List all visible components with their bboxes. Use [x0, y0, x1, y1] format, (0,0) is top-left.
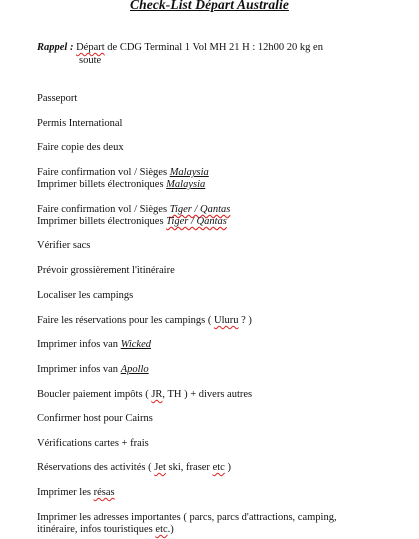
item-copie: Faire copie des deux: [37, 142, 124, 153]
item-impots: [37, 388, 252, 401]
rappel-colon: :: [67, 42, 74, 53]
activites-close: ): [224, 462, 231, 473]
apollo-text: Imprimer infos van: [37, 364, 121, 375]
airline-malaysia: Malaysia: [166, 179, 206, 190]
item-cartes-frais: Vérifications cartes + frais: [37, 438, 149, 449]
item-host-cairns: Confirmer host pour Cairns: [37, 413, 153, 424]
item-sacs: Vérifier sacs: [37, 240, 91, 251]
wicked-text: Imprimer infos van: [37, 339, 121, 350]
rappel-depart: Départ: [76, 42, 105, 53]
impots-text: Boucler paiement impôts: [37, 389, 146, 400]
airline-tiger-qantas: Tiger / Qantas: [166, 216, 227, 227]
item-activites: [37, 461, 231, 474]
impots-rest: , TH ) + divers autres: [162, 389, 253, 400]
activites-etc: etc: [212, 462, 225, 473]
billets-tiger-text: Imprimer billets électroniques: [37, 216, 167, 227]
reservations-open: (: [207, 315, 214, 326]
airline-malaysia: Malaysia: [169, 167, 209, 178]
item-permis: Permis International: [37, 118, 123, 129]
item-campings: Localiser les campings: [37, 290, 134, 301]
item-billets-tiger: [37, 215, 227, 228]
rappel-block: [37, 41, 367, 67]
resas-text: Imprimer les: [37, 487, 94, 498]
resas-word: résas: [93, 487, 115, 498]
confirmation-tiger-text: Faire confirmation vol / Sièges: [37, 204, 170, 215]
activites-open: (: [148, 462, 155, 473]
item-adresses-line1: Imprimer les adresses importantes ( parcs, parcs d'attractions, camping,: [37, 512, 337, 523]
activites-mid: ski, fraser: [165, 462, 213, 473]
item-infos-wicked: [37, 338, 151, 351]
page-title: Check-List Départ Australie: [130, 0, 289, 12]
item-billets-malaysia: [37, 178, 205, 191]
airline-tiger-qantas: Tiger / Qantas: [169, 204, 231, 215]
activites-text: Réservations des activités: [37, 462, 149, 473]
van-wicked: Wicked: [120, 339, 152, 350]
rappel-continuation: soute: [79, 55, 102, 66]
impots-jr: JR: [151, 389, 163, 400]
billets-malaysia-text: Imprimer billets électroniques: [37, 179, 167, 190]
rappel-details: de CDG Terminal 1 Vol MH 21 H : 12h00 20 kg en: [104, 42, 323, 53]
item-adresses-line2: [37, 523, 174, 536]
reservations-text: Faire les réservations pour les campings: [37, 315, 208, 326]
item-reservations-campings: [37, 314, 252, 327]
reservations-close: ? ): [238, 315, 252, 326]
adresses-close: .): [167, 524, 174, 535]
place-uluru: Uluru: [214, 315, 239, 326]
rappel-label: Rappel: [37, 42, 68, 53]
item-resas: [37, 486, 115, 499]
rappel-line: [37, 41, 367, 54]
confirmation-malaysia-text: Faire confirmation vol / Sièges: [37, 167, 170, 178]
adresses-etc: etc: [155, 524, 168, 535]
activites-jet: Jet: [154, 462, 166, 473]
item-infos-apollo: [37, 363, 149, 376]
item-passeport: Passeport: [37, 93, 78, 104]
item-itineraire: Prévoir grossièrement l'itinéraire: [37, 265, 175, 276]
van-apollo: Apollo: [120, 364, 149, 375]
adresses-line2-text: itinéraire, infos touristiques: [37, 524, 156, 535]
impots-open: (: [145, 389, 152, 400]
